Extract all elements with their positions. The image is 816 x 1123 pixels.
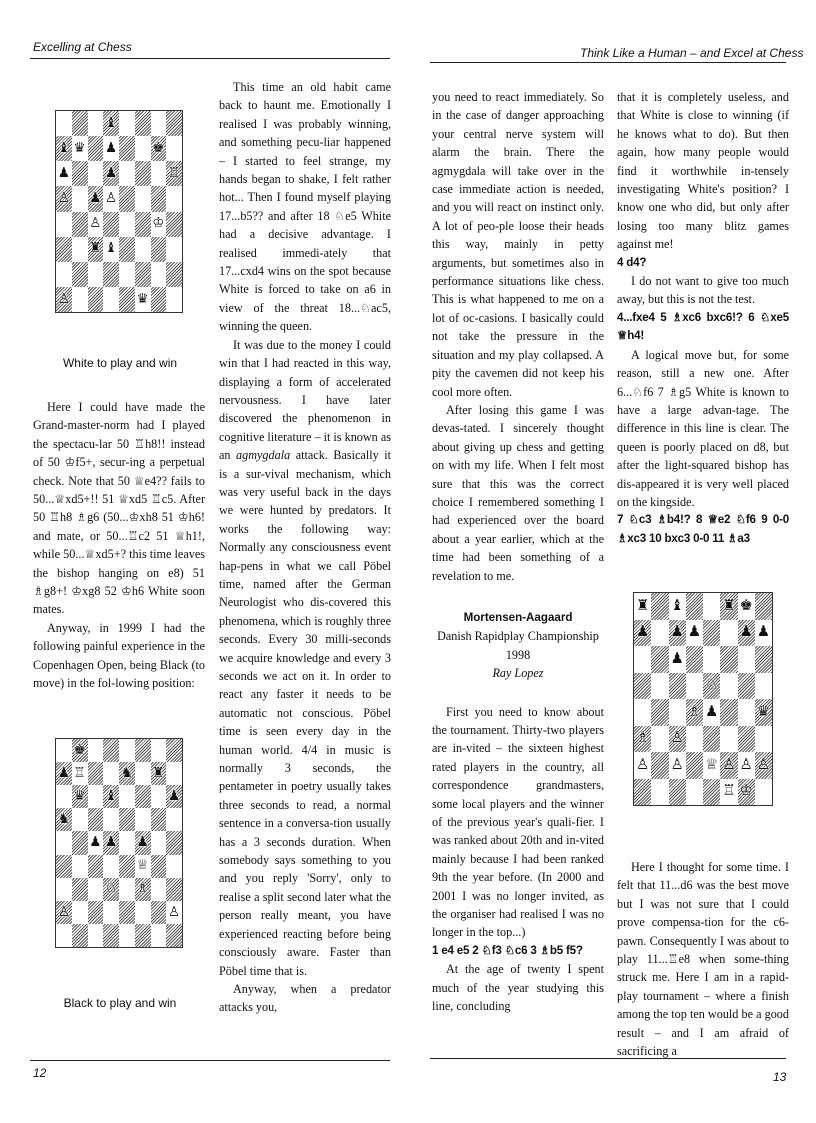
chess-piece: ♘ bbox=[105, 880, 118, 897]
board-square bbox=[703, 673, 720, 700]
chess-piece: ♟ bbox=[168, 788, 181, 804]
chess-piece: ♟ bbox=[756, 623, 771, 641]
board-square bbox=[103, 901, 119, 924]
board-square bbox=[119, 739, 135, 762]
chess-piece: ♚ bbox=[152, 139, 165, 156]
chess-piece: ♖ bbox=[73, 764, 86, 781]
board-square bbox=[669, 752, 686, 779]
board-square bbox=[72, 262, 88, 287]
chess-piece: ♟ bbox=[739, 623, 753, 641]
chess-piece: ♕ bbox=[136, 857, 149, 874]
board-square bbox=[56, 855, 72, 878]
chess-piece: ♙ bbox=[722, 755, 736, 773]
paragraph: Here I thought for some time. I felt that 11...d6 was the best move but I was not sure that I could prove compensa-tion for the c6-pawn. Consequently I was about to play 11...♖e8 when some-thing struck me. Here I am in a rapid-play tournament – where a finish among the top ten would be a good result – and I am afraid of sacrificing a bbox=[617, 860, 789, 1059]
chess-piece: ♟ bbox=[105, 834, 118, 851]
board-square bbox=[634, 673, 651, 700]
chess-piece: ♟ bbox=[635, 623, 650, 641]
board-square bbox=[135, 878, 151, 901]
board-square bbox=[72, 111, 88, 136]
board-square bbox=[151, 785, 167, 808]
board-square bbox=[72, 287, 88, 312]
board-square bbox=[720, 620, 737, 647]
board-square bbox=[166, 287, 182, 312]
chess-piece: ♙ bbox=[168, 903, 181, 920]
diagram-2-caption: Black to play and win bbox=[63, 996, 177, 1010]
paragraph: I do not want to give too much away, but this is not the test. bbox=[617, 274, 789, 307]
paragraph: This time an old habit came back to haunt me. Emotionally I realised I was probably winning, and something pecu-liar happened – I started to feel strange, my hands began to shake, I felt rather hot... Then I found myself playing 17...b5?? and after 18 ♘e5 White had a decisive advantage. I realised immedi-ately that 17...cxd4 wins on the spot because White is forced to take on a6 in view of the threat 18...♘ac5, winning the queen. bbox=[219, 80, 391, 334]
board-square bbox=[651, 593, 668, 620]
board-square bbox=[56, 808, 72, 831]
board-square bbox=[119, 924, 135, 947]
board-square bbox=[119, 111, 135, 136]
game-title: Mortensen-Aagaard bbox=[463, 610, 573, 624]
board-square bbox=[119, 762, 135, 785]
board-square bbox=[634, 593, 651, 620]
board-square bbox=[56, 831, 72, 854]
board-square bbox=[686, 593, 703, 620]
board-square bbox=[720, 699, 737, 726]
board-square bbox=[56, 186, 72, 211]
chess-piece: ♟ bbox=[89, 834, 102, 851]
board-square bbox=[166, 831, 182, 854]
game-event: Danish Rapidplay Championship 1998 bbox=[437, 629, 599, 662]
move-line: 1 e4 e5 2 ♘f3 ♘c6 3 ♗b5 f5? bbox=[432, 943, 583, 957]
chess-piece: ♟ bbox=[105, 165, 118, 182]
board-square bbox=[166, 262, 182, 287]
chess-piece: ♛ bbox=[73, 139, 86, 156]
board-square bbox=[72, 237, 88, 262]
board-square bbox=[755, 593, 772, 620]
board-square bbox=[103, 136, 119, 161]
board-square bbox=[738, 593, 755, 620]
board-square bbox=[103, 212, 119, 237]
board-square bbox=[119, 855, 135, 878]
board-square bbox=[119, 212, 135, 237]
board-square bbox=[88, 831, 104, 854]
board-square bbox=[135, 924, 151, 947]
board-square bbox=[720, 726, 737, 753]
board-square bbox=[72, 831, 88, 854]
board-square bbox=[669, 646, 686, 673]
board-square bbox=[119, 831, 135, 854]
board-square bbox=[88, 262, 104, 287]
board-square bbox=[103, 739, 119, 762]
board-square bbox=[151, 762, 167, 785]
board-square bbox=[738, 752, 755, 779]
board-square bbox=[135, 901, 151, 924]
chess-piece: ♙ bbox=[739, 755, 753, 773]
board-square bbox=[720, 593, 737, 620]
board-square bbox=[88, 161, 104, 186]
board-square bbox=[755, 752, 772, 779]
chess-piece: ♗ bbox=[687, 702, 702, 720]
board-square bbox=[103, 878, 119, 901]
chess-piece: ♟ bbox=[57, 764, 70, 781]
chess-piece: ♝ bbox=[105, 240, 118, 257]
board-square bbox=[166, 878, 182, 901]
board-square bbox=[151, 161, 167, 186]
chess-piece: ♗ bbox=[136, 880, 149, 897]
column-4 bbox=[617, 88, 789, 548]
board-square bbox=[151, 901, 167, 924]
board-square bbox=[703, 726, 720, 753]
column-2 bbox=[219, 78, 391, 1017]
chess-piece: ♛ bbox=[136, 290, 149, 307]
board-square bbox=[166, 212, 182, 237]
move-line: 7 ♘c3 ♗b4!? 8 ♕e2 ♘f6 9 0-0 ♗xc3 10 bxc3 0-0 11 ♗a3 bbox=[617, 513, 789, 545]
board-square bbox=[56, 111, 72, 136]
board-square bbox=[88, 136, 104, 161]
board-square bbox=[72, 186, 88, 211]
paragraph: Anyway, in 1999 I had the following painful experience in the Copenhagen Open, being Black (to move) in the fol-lowing position: bbox=[33, 620, 205, 691]
board-square bbox=[151, 262, 167, 287]
board-square bbox=[72, 136, 88, 161]
board-square bbox=[88, 739, 104, 762]
game-opening: Ray Lopez bbox=[492, 666, 544, 681]
board-square bbox=[135, 287, 151, 312]
board-square bbox=[151, 924, 167, 947]
board-square bbox=[166, 111, 182, 136]
board-square bbox=[119, 878, 135, 901]
board-square bbox=[135, 831, 151, 854]
paragraph: Here I could have made the Grand-master-norm had I played the spectacu-lar 50 ♖h8!! instead of 50 ♔f5+, secur-ing a perpetual check. Note that 50 ♕e4?? fails to 50...♕xd5+!! 51 ♕xd5 ♖c5. After 50 ♖h8 ♗g6 (50...♔xh8 51 ♔h6! and mate, or 50...♖c2 51 ♕h1!, while 50...♕xd5+? this time leaves the bishop hanging on e8) 51 ♗g8+! ♔xg8 52 ♔h6 White soon mates. bbox=[33, 400, 205, 617]
board-square bbox=[686, 620, 703, 647]
board-square bbox=[651, 779, 668, 806]
board-square bbox=[686, 646, 703, 673]
board-square bbox=[151, 739, 167, 762]
board-square bbox=[755, 726, 772, 753]
chess-piece: ♛ bbox=[756, 702, 771, 720]
board-square bbox=[166, 808, 182, 831]
header-rule-right bbox=[430, 62, 786, 63]
board-square bbox=[703, 699, 720, 726]
board-square bbox=[166, 785, 182, 808]
chess-diagram-3 bbox=[633, 592, 773, 806]
board-square bbox=[103, 186, 119, 211]
board-square bbox=[686, 752, 703, 779]
board-square bbox=[88, 186, 104, 211]
chess-piece: ♟ bbox=[57, 165, 70, 182]
board-square bbox=[119, 808, 135, 831]
board-square bbox=[72, 739, 88, 762]
board-square bbox=[135, 136, 151, 161]
board-square bbox=[103, 785, 119, 808]
board-square bbox=[151, 186, 167, 211]
board-square bbox=[738, 620, 755, 647]
board-square bbox=[119, 136, 135, 161]
paragraph: A logical move but, for some reason, still a new one. After 6...♘f6 7 ♗g5 White is known to have a large advan-tage. The difference in this line is clear. The queen is poorly placed on d8, but after the light-squared bishop has dis-appeared it is very well placed on the kingside. bbox=[617, 347, 789, 509]
board-square bbox=[56, 262, 72, 287]
paragraph: It was due to the money I could win that I had reacted in this way, displaying a form of accelerated nervousness. I have later discovered the phenomenon in cognitive literature – it is known as an agmygdala attack. Basically it is a sur-vival mechanism, which was very useful back in the days we were hunted by predators. It works the following way: Normally any consciousness event hap-pens in what we call Pöbel time, named after the German Neurologist who dis-covered this phenomena, which is roughly three seconds. Every 30 milli-seconds we acquire knowledge and every 3 seconds we act on it. In order to react any faster it needs to be automatic not conscious. Pöbel time is seen every day in the human world. 4/4 in music is normally 3 seconds, the pentameter in poetry usually takes three seconds to read, a normal sentence in a conversa-tion usually has a 3 seconds duration. When somebody says something to you and you reply 'Sorry', only to realise a split second later what the person really meant, you have experienced reacting before being consciously aware. Faster than Pöbel time that is. bbox=[219, 337, 391, 978]
board-square bbox=[703, 593, 720, 620]
chess-piece: ♙ bbox=[57, 290, 70, 307]
board-square bbox=[88, 855, 104, 878]
board-square bbox=[634, 752, 651, 779]
board-square bbox=[755, 779, 772, 806]
board-square bbox=[755, 699, 772, 726]
paragraph: you need to react immediately. So in the case of danger approaching your central nerve system will alarm the brain. There the agmygdala will take over in the case immediate action is needed, and you will react on instinct only. A lot of peo-ple loose their heads this way, mainly in petty arguments, but sometimes also in performance situations like chess. This is what happened to me on a lot of oc-casions. I basically could not take the pressure in the situation and my play collapsed. A pity the cavemen did not keep his cool more often. bbox=[432, 90, 604, 399]
board-square bbox=[135, 762, 151, 785]
chess-piece: ♛ bbox=[73, 788, 86, 804]
diagram-1-caption: White to play and win bbox=[62, 356, 178, 370]
board-square bbox=[135, 785, 151, 808]
chess-piece: ♚ bbox=[739, 596, 753, 614]
board-square bbox=[72, 808, 88, 831]
running-header-left: Excelling at Chess bbox=[33, 40, 132, 54]
board-square bbox=[135, 161, 151, 186]
board-square bbox=[703, 646, 720, 673]
board-square bbox=[135, 262, 151, 287]
board-square bbox=[651, 699, 668, 726]
board-square bbox=[56, 785, 72, 808]
board-square bbox=[703, 779, 720, 806]
board-square bbox=[88, 901, 104, 924]
chess-piece: ♔ bbox=[739, 782, 753, 800]
board-square bbox=[686, 779, 703, 806]
board-square bbox=[88, 878, 104, 901]
board-square bbox=[88, 111, 104, 136]
board-square bbox=[135, 808, 151, 831]
board-square bbox=[738, 699, 755, 726]
footer-rule-right bbox=[430, 1058, 786, 1059]
board-square bbox=[634, 699, 651, 726]
chess-piece: ♖ bbox=[722, 782, 736, 800]
paragraph: First you need to know about the tournament. Thirty-two players are in-vited – the sixteen highest rated players in the country, all correspondence grandmasters, some local players and the winner of the previous year's quali-fier. I was ranked about 20th and in-vited mainly because I had been ranked 9th the year before. (In 2000 and 2001 I was no longer invited, as the organiser had realised I was no longer in the top...) bbox=[432, 704, 604, 940]
board-square bbox=[103, 287, 119, 312]
board-square bbox=[166, 855, 182, 878]
board-square bbox=[720, 752, 737, 779]
board-square bbox=[669, 726, 686, 753]
board-square bbox=[166, 186, 182, 211]
chess-piece: ♙ bbox=[670, 729, 684, 747]
chess-piece: ♝ bbox=[105, 788, 118, 804]
board-square bbox=[72, 901, 88, 924]
chess-piece: ♙ bbox=[635, 755, 650, 773]
chess-piece: ♙ bbox=[57, 190, 70, 207]
board-square bbox=[151, 831, 167, 854]
board-square bbox=[738, 646, 755, 673]
chess-piece: ♟ bbox=[670, 649, 684, 667]
board-square bbox=[166, 161, 182, 186]
board-square bbox=[56, 878, 72, 901]
board-square bbox=[151, 878, 167, 901]
board-square bbox=[651, 620, 668, 647]
running-header-right: Think Like a Human – and Excel at Chess bbox=[580, 46, 804, 60]
board-square bbox=[703, 752, 720, 779]
chess-piece: ♞ bbox=[57, 811, 70, 828]
board-square bbox=[151, 136, 167, 161]
page-number-left: 12 bbox=[33, 1066, 47, 1080]
chess-piece: ♙ bbox=[670, 755, 684, 773]
paragraph: After losing this game I was devas-tated. I sincerely thought about giving up chess and getting on with my life. When I felt most sure that this was the correct choice I remembered something I had experienced over the board about a year earlier, which at the time had been something of a revelation to me. bbox=[432, 402, 604, 583]
board-square bbox=[151, 237, 167, 262]
chess-diagram-1 bbox=[55, 110, 183, 313]
move-line: 4...fxe4 5 ♗xc6 bxc6!? 6 ♘xe5 ♕h4! bbox=[617, 310, 789, 343]
board-square bbox=[738, 779, 755, 806]
chess-piece: ♚ bbox=[73, 741, 86, 758]
column-3 bbox=[432, 88, 604, 1016]
board-square bbox=[56, 901, 72, 924]
board-square bbox=[72, 878, 88, 901]
board-square bbox=[669, 593, 686, 620]
chess-piece: ♟ bbox=[89, 190, 102, 207]
board-square bbox=[88, 924, 104, 947]
board-square bbox=[135, 855, 151, 878]
board-square bbox=[119, 901, 135, 924]
chess-piece: ♟ bbox=[136, 834, 149, 851]
board-square bbox=[103, 762, 119, 785]
board-square bbox=[686, 699, 703, 726]
paragraph: that it is completely useless, and that White is close to winning (if he knows what to do). But then again, how many people would find it worthwhile in-tensely investigating White's position? I know one who did, but only after losing too many blitz games against me! bbox=[617, 90, 789, 252]
chess-piece: ♟ bbox=[105, 139, 118, 156]
board-square bbox=[738, 726, 755, 753]
board-square bbox=[135, 739, 151, 762]
board-square bbox=[56, 161, 72, 186]
board-square bbox=[166, 136, 182, 161]
board-square bbox=[72, 762, 88, 785]
chess-diagram-2 bbox=[55, 738, 183, 948]
board-square bbox=[634, 726, 651, 753]
board-square bbox=[88, 237, 104, 262]
board-square bbox=[72, 924, 88, 947]
board-square bbox=[119, 287, 135, 312]
board-square bbox=[720, 673, 737, 700]
board-square bbox=[119, 785, 135, 808]
chess-piece: ♝ bbox=[670, 596, 684, 614]
board-square bbox=[135, 111, 151, 136]
board-square bbox=[103, 924, 119, 947]
board-square bbox=[166, 762, 182, 785]
chess-piece: ♜ bbox=[89, 240, 102, 257]
board-square bbox=[119, 161, 135, 186]
board-square bbox=[119, 237, 135, 262]
chess-piece: ♟ bbox=[687, 623, 702, 641]
board-square bbox=[103, 161, 119, 186]
board-square bbox=[166, 739, 182, 762]
board-square bbox=[56, 762, 72, 785]
column-4-continued bbox=[617, 858, 789, 1060]
chess-piece: ♖ bbox=[168, 165, 181, 182]
board-square bbox=[88, 212, 104, 237]
board-square bbox=[738, 673, 755, 700]
page-number-right: 13 bbox=[773, 1070, 787, 1084]
board-square bbox=[686, 673, 703, 700]
chess-piece: ♙ bbox=[89, 215, 102, 232]
board-square bbox=[135, 212, 151, 237]
board-square bbox=[103, 808, 119, 831]
board-square bbox=[56, 237, 72, 262]
chess-piece: ♙ bbox=[756, 755, 771, 773]
paragraph: Anyway, when a predator attacks you, bbox=[219, 981, 391, 1015]
board-square bbox=[151, 111, 167, 136]
board-square bbox=[72, 161, 88, 186]
chess-piece: ♔ bbox=[152, 215, 165, 232]
board-square bbox=[651, 646, 668, 673]
board-square bbox=[669, 699, 686, 726]
footer-rule-left bbox=[30, 1060, 390, 1061]
board-square bbox=[669, 620, 686, 647]
board-square bbox=[151, 212, 167, 237]
board-square bbox=[755, 646, 772, 673]
board-square bbox=[56, 212, 72, 237]
chess-piece: ♙ bbox=[57, 903, 70, 920]
chess-piece: ♝ bbox=[105, 114, 118, 131]
board-square bbox=[166, 901, 182, 924]
chess-piece: ♜ bbox=[152, 764, 165, 781]
paragraph: At the age of twenty I spent much of the year studying this line, concluding bbox=[432, 962, 604, 1014]
board-square bbox=[119, 262, 135, 287]
board-square bbox=[755, 673, 772, 700]
board-square bbox=[103, 855, 119, 878]
board-square bbox=[135, 186, 151, 211]
board-square bbox=[88, 762, 104, 785]
board-square bbox=[634, 779, 651, 806]
board-square bbox=[651, 673, 668, 700]
board-square bbox=[686, 726, 703, 753]
chess-piece: ♗ bbox=[635, 729, 650, 747]
chess-piece: ♜ bbox=[722, 596, 736, 614]
board-square bbox=[103, 237, 119, 262]
board-square bbox=[88, 287, 104, 312]
board-square bbox=[634, 620, 651, 647]
board-square bbox=[72, 212, 88, 237]
board-square bbox=[103, 262, 119, 287]
board-square bbox=[103, 831, 119, 854]
board-square bbox=[56, 739, 72, 762]
board-square bbox=[634, 646, 651, 673]
board-square bbox=[669, 779, 686, 806]
board-square bbox=[720, 779, 737, 806]
move-line: 4 d4? bbox=[617, 255, 647, 269]
board-square bbox=[88, 785, 104, 808]
chess-piece: ♟ bbox=[704, 702, 719, 720]
chess-piece: ♞ bbox=[120, 764, 133, 781]
board-square bbox=[151, 287, 167, 312]
board-square bbox=[151, 808, 167, 831]
chess-piece: ♝ bbox=[57, 139, 70, 156]
board-square bbox=[56, 136, 72, 161]
board-square bbox=[103, 111, 119, 136]
board-square bbox=[56, 287, 72, 312]
column-1 bbox=[33, 398, 205, 693]
board-square bbox=[72, 855, 88, 878]
board-square bbox=[166, 237, 182, 262]
board-square bbox=[720, 646, 737, 673]
board-square bbox=[651, 752, 668, 779]
board-square bbox=[651, 726, 668, 753]
board-square bbox=[119, 186, 135, 211]
board-square bbox=[703, 620, 720, 647]
chess-piece: ♟ bbox=[670, 623, 684, 641]
board-square bbox=[72, 785, 88, 808]
board-square bbox=[56, 924, 72, 947]
chess-piece: ♜ bbox=[635, 596, 650, 614]
board-square bbox=[755, 620, 772, 647]
chess-piece: ♕ bbox=[704, 755, 719, 773]
board-square bbox=[135, 237, 151, 262]
board-square bbox=[669, 673, 686, 700]
board-square bbox=[151, 855, 167, 878]
board-square bbox=[166, 924, 182, 947]
chess-piece: ♘ bbox=[704, 676, 719, 694]
chess-piece: ♙ bbox=[105, 190, 118, 207]
header-rule-left bbox=[30, 58, 390, 59]
board-square bbox=[88, 808, 104, 831]
italic-term: agmygdala bbox=[236, 448, 291, 463]
